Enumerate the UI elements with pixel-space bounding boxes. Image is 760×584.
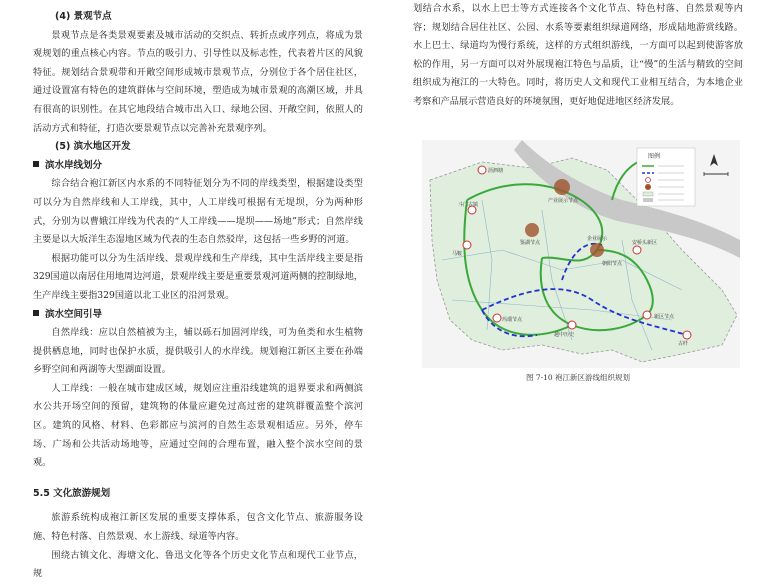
map-legend	[637, 148, 695, 206]
legend-river-swatch	[643, 198, 653, 202]
map-label: 马鞍	[452, 251, 463, 257]
paragraph-space-2: 人工岸线：一般在城市建成区域，规划应注重沿线建筑的退界要求和两侧滨水公共开场空间的预留，建筑物的体量应避免过高过密的建筑群覆盖整个滨河区。建筑的风格、材料、色彩都应与滨河的自然生态景观相适应。另外，停车场、广场和公共活动场地等，应通过空间的合理布置，融入整个滨水空间的景观。	[33, 382, 363, 469]
map-svg	[422, 140, 740, 368]
bullet-waterfront-space	[33, 306, 363, 325]
node-icon	[478, 166, 486, 174]
map-label: 越中历史	[554, 332, 575, 338]
paragraph-space-1: 自然岸线：应以自然植被为主，辅以砾石加固河岸线，可为鱼类和水生植物提供栖息地，同时也保护水质，提供吸引人的水岸线。规划袍江新区主要在孙端乡野空间和两湖等大型湖面设置。	[33, 327, 363, 376]
node-icon	[493, 314, 501, 322]
map-label: 玛瑙节点	[502, 317, 523, 323]
paragraph-shoreline-1: 综合结合袍江新区内水系的不同特征划分为不同的岸线类型，根据建设类型可以分为自然岸线和人工岸线，其中，人工岸线可根据有无堤坝，分为两种形式，分别为以曹娥江岸线为代表的“人工岸线——堤坝——场地”形式；自然岸线主要是以大坂洋生态湿地区域为代表的生态自然驳岸，这包括一些乡野的河道。	[33, 178, 363, 246]
map-label: 沥泗塘	[488, 168, 504, 174]
paragraph-landscape-nodes: 景观节点是各类景观要素及城市活动的交织点、转折点或序列点，将成为景观规划的重点核心内容。节点的吸引力、引导性以及标志性，代表着片区的风貌特征。规划结合景观带和开敞空间形成城市景观节点，分别位于各个居住社区，通过设置富有特色的建筑群体与空间环境，塑造成为城市景观的高潮区域，并具有很高的识别性。在其它地段结合城市出入口、绿地公园、开敞空间，依照人的活动方式和特征，打造次要景观节点以完善补充景观序列。	[33, 29, 363, 134]
map-label: 朝阳节点	[602, 261, 623, 267]
legend-title: 图例	[648, 153, 661, 160]
map-label: 鉴湖节点	[520, 240, 541, 246]
node-icon	[590, 243, 604, 257]
map-label: 安桥头新区	[632, 240, 658, 246]
legend-node-swatch	[646, 178, 651, 183]
legend-land-swatch	[643, 192, 653, 196]
figure-caption: 图 7-10 袍江新区游线组织规划	[525, 373, 631, 382]
node-icon	[643, 311, 651, 319]
heading-landscape-nodes: (4) 景观节点	[55, 11, 112, 22]
node-icon	[633, 246, 641, 254]
bullet-square-icon	[33, 161, 39, 167]
bullet-shoreline-label: 滨水岸线划分	[45, 159, 103, 171]
legend-area-swatch	[645, 184, 651, 190]
tour-route-map	[422, 140, 740, 368]
bullet-shoreline-division	[33, 157, 363, 176]
bullet-space-label: 滨水空间引导	[45, 308, 103, 320]
paragraph-tourism-2: 围绕古镇文化、海塘文化、鲁迅文化等各个历史文化节点和现代工业节点，规	[33, 549, 363, 580]
paragraph-shoreline-2: 根据功能可以分为生活岸线、景观岸线和生产岸线，其中生活岸线主要是指329国道以南居住用地周边河道，景观岸线主要是重要景观河道两侧的控制绿地，生产岸线主要指329国道以北工业区的沿河景观。	[33, 252, 363, 301]
map-label: 古纤	[678, 341, 689, 347]
bullet-square-icon	[33, 310, 39, 316]
map-label: 新区节点	[654, 314, 675, 320]
node-icon	[683, 331, 691, 339]
legend-box	[637, 148, 695, 206]
paragraph-tourism-1: 旅游系统构成袍江新区发展的重要支撑体系，包含文化节点、旅游服务设施、特色村落、自然景观、水上游线、绿道等内容。	[33, 512, 363, 543]
left-column	[33, 0, 363, 584]
node-icon	[554, 179, 570, 195]
map-label: 企业展示	[587, 236, 608, 242]
paragraph-tourism-continued: 划结合水系，以水上巴士等方式连接各个文化节点、特色村落、自然景观等内容；规划结合居住社区、公园、水系等要素组织绿道网络，形成陆地游赏线路。水上巴士、绿道均为慢行系统，这样的方式组织游线，一方面可以起到使游客放松的作用，另一方面可以对外展现袍江特色与品质，让“慢”的生活与精致的空间组织成为袍江的一大特色。同时，将历史人文和现代工业相互结合，为本地企业考察和产品展示营造良好的环境氛围，更好地促进地区经济发展。	[413, 3, 743, 107]
heading-tourism: 5.5 文化旅游规划	[33, 487, 111, 499]
node-icon	[525, 223, 539, 237]
right-column	[413, 0, 743, 112]
map-label: 斗门古镇	[458, 202, 479, 208]
node-icon	[568, 321, 576, 329]
heading-waterfront: (5) 滨水地区开发	[55, 141, 131, 153]
map-label: 产业展示节点	[548, 198, 579, 204]
node-icon	[463, 241, 471, 249]
